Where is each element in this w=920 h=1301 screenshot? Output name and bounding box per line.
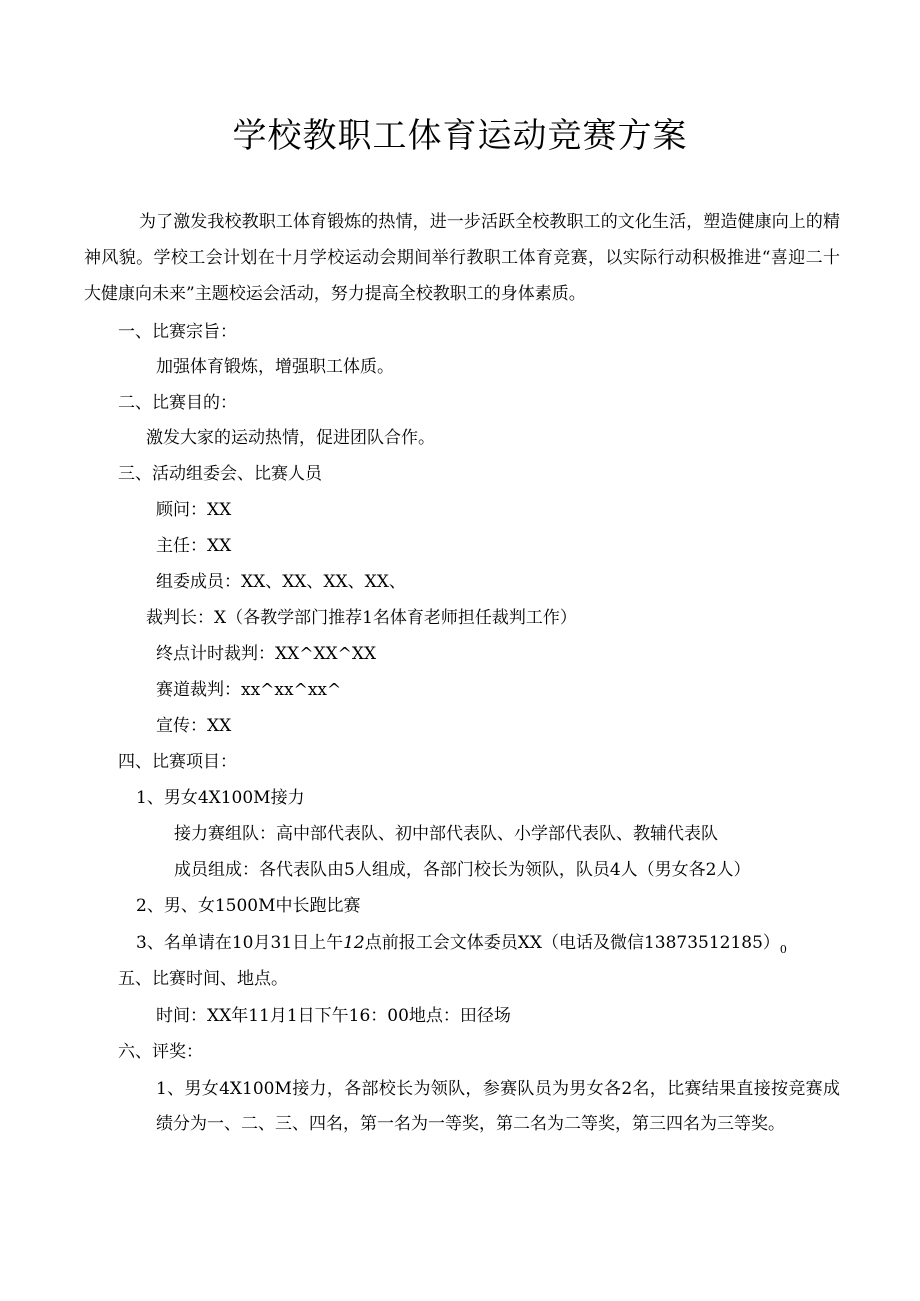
section-5-heading: 五、比赛时间、地点。 xyxy=(118,969,288,989)
event-1-teams-line: 接力赛组队：高中部代表队、初中部代表队、小学部代表队、教辅代表队 xyxy=(174,824,718,844)
event-3-time: 12 xyxy=(343,933,365,953)
event-1-line: 1、男女4X100M接力 xyxy=(136,788,305,808)
section-2-heading: 二、比赛目的： xyxy=(118,393,237,413)
section-2-text: 激发大家的运动热情，促进团队合作。 xyxy=(146,428,435,448)
track-referees-line: 赛道裁判：xx^xx^xx^ xyxy=(156,680,342,700)
section-3-heading: 三、活动组委会、比赛人员 xyxy=(118,464,322,484)
event-3-line xyxy=(136,931,787,962)
award-1-paragraph: 1、男女4X100M接力，各部校长为领队，参赛队员为男女各2名，比赛结果直接按竞赛成绩分为一、二、三、四名，第一名为一等奖，第二名为二等奖，第三四名为三等奖。 xyxy=(156,1079,840,1134)
event-2-line: 2、男、女1500M中长跑比赛 xyxy=(136,896,361,916)
event-1-members-line: 成员组成：各代表队由5人组成，各部门校长为领队，队员4人（男女各2人） xyxy=(174,860,751,880)
event-3-end-mark: 0 xyxy=(779,943,787,956)
section-4-heading: 四、比赛项目： xyxy=(118,752,237,772)
director-line: 主任：XX xyxy=(156,536,232,556)
event-3-text-post: 点前报工会文体委员XX（电话及微信13873512185） xyxy=(364,933,780,953)
section-1-text: 加强体育锻炼，增强职工体质。 xyxy=(156,357,394,377)
event-3-text-pre: 3、名单请在10月31日上午 xyxy=(136,933,344,953)
chief-referee-line: 裁判长：X（各教学部门推荐1名体育老师担任裁判工作） xyxy=(146,608,577,628)
publicity-line: 宣传：XX xyxy=(156,716,232,736)
committee-members-line: 组委成员：XX、XX、XX、XX、 xyxy=(156,572,406,592)
section-6-heading: 六、评奖： xyxy=(118,1042,203,1062)
advisor-line: 顾问：XX xyxy=(156,500,232,520)
intro-paragraph: 为了激发我校教职工体育锻炼的热情，进一步活跃全校教职工的文化生活，塑造健康向上的精神风貌。学校工会计划在十月学校运动会期间举行教职工体育竞赛，以实际行动积极推进“喜迎二十大健康向未来”主题校运会活动，努力提高全校教职工的身体素质。 xyxy=(84,212,840,304)
document-title: 学校教职工体育运动竞赛方案 xyxy=(232,116,688,156)
finish-timers-line: 终点计时裁判：XX^XX^XX xyxy=(156,644,377,664)
section-5-text: 时间：XX年11月1日下午16：00地点：田径场 xyxy=(156,1006,511,1026)
section-1-heading: 一、比赛宗旨： xyxy=(118,322,237,342)
